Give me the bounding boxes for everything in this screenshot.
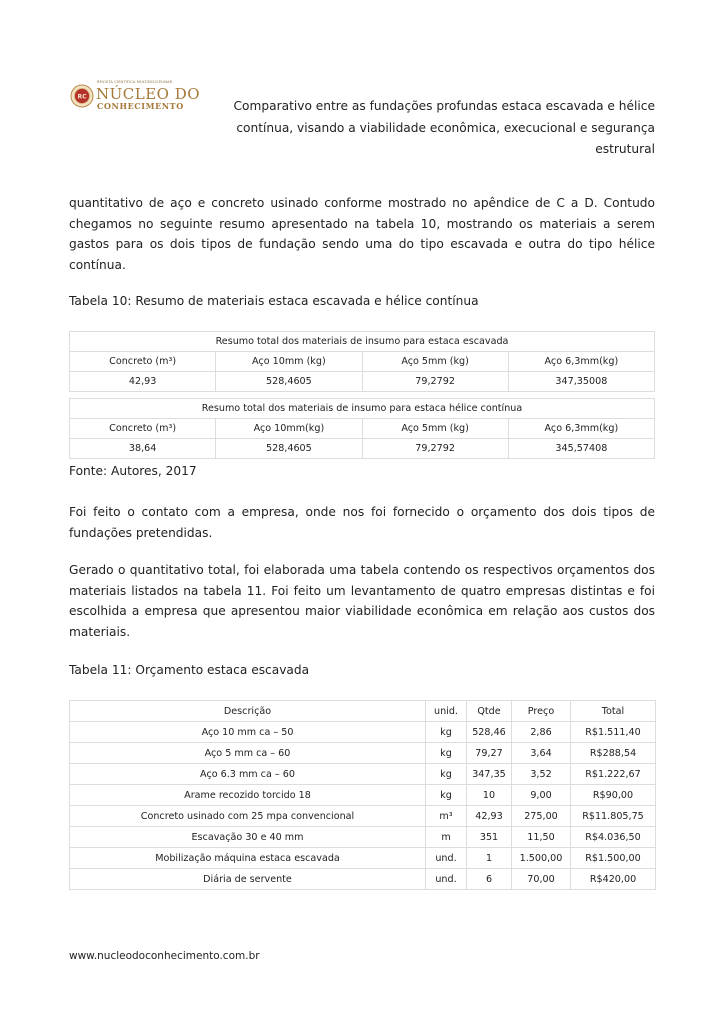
body-paragraph-3: Gerado o quantitativo total, foi elaborada uma tabela contendo os respectivos orçamentos dos materiais listados na tabela 11. Foi feito um levantamento de quatro empresas distintas e foi escolhida a empresa que apresentou maior viabilidade econômica em relação aos custos dos materiais.	[69, 563, 655, 640]
table-header-cell: unid.	[426, 701, 467, 722]
logo-sub-text: CONHECIMENTO	[97, 101, 184, 111]
table-cell: 1	[467, 848, 512, 869]
table10-helice-title: Resumo total dos materiais de insumo para estaca hélice contínua	[70, 399, 655, 419]
table10-caption: Tabela 10: Resumo de materiais estaca escavada e hélice contínua	[69, 294, 479, 308]
table11-body	[70, 722, 656, 890]
table-cell: m	[426, 827, 467, 848]
table-cell: 38,64	[70, 439, 216, 459]
table10-escavada-header-row	[70, 352, 655, 372]
table-cell: 351	[467, 827, 512, 848]
table-cell: Aço 10 mm ca – 50	[70, 722, 426, 743]
table-cell: 3,64	[512, 743, 571, 764]
table-cell: 1.500,00	[512, 848, 571, 869]
table-cell: 275,00	[512, 806, 571, 827]
table11-header-row	[70, 701, 656, 722]
table11-caption: Tabela 11: Orçamento estaca escavada	[69, 663, 310, 677]
table-cell: R$1.511,40	[571, 722, 656, 743]
table-header-cell: Descrição	[70, 701, 426, 722]
table-cell: 79,2792	[362, 439, 508, 459]
table-cell: und.	[426, 869, 467, 890]
table-row	[70, 764, 656, 785]
table-header-cell: Aço 10mm(kg)	[216, 419, 362, 439]
table-cell: 10	[467, 785, 512, 806]
table-cell: R$288,54	[571, 743, 656, 764]
footer-url: www.nucleodoconhecimento.com.br	[69, 950, 260, 962]
table-header-cell: Preço	[512, 701, 571, 722]
body-paragraph-1: quantitativo de aço e concreto usinado conforme mostrado no apêndice de C a D. Contudo chegamos no seguinte resumo apresentado na tabela 10, mostrando os materiais a serem gastos para os dois tipos de fundação sendo uma do tipo escavada e outra do tipo hélice contínua.	[69, 196, 655, 273]
table-cell: 2,86	[512, 722, 571, 743]
table-cell: 70,00	[512, 869, 571, 890]
table-header-cell: Aço 5mm (kg)	[362, 352, 508, 372]
table-cell: 11,50	[512, 827, 571, 848]
table-cell: 42,93	[467, 806, 512, 827]
header-line-1: Comparativo entre as fundações profundas estaca escavada e hélice	[233, 99, 655, 113]
table-cell: Aço 6.3 mm ca – 60	[70, 764, 426, 785]
table-cell: R$420,00	[571, 869, 656, 890]
table-cell: kg	[426, 743, 467, 764]
table11-orcamento	[69, 700, 656, 890]
table-header-cell: Aço 10mm (kg)	[216, 352, 362, 372]
table-cell: 528,46	[467, 722, 512, 743]
table-cell: R$11.805,75	[571, 806, 656, 827]
table-cell: R$4.036,50	[571, 827, 656, 848]
table-header-cell: Qtde	[467, 701, 512, 722]
table-row	[70, 806, 656, 827]
table-row	[70, 848, 656, 869]
table-row	[70, 743, 656, 764]
table-header-cell: Aço 6,3mm(kg)	[508, 352, 654, 372]
table-cell: und.	[426, 848, 467, 869]
table-cell: 345,57408	[508, 439, 654, 459]
table-cell: Arame recozido torcido 18	[70, 785, 426, 806]
table-cell: 9,00	[512, 785, 571, 806]
svg-text:RC: RC	[77, 93, 87, 101]
table-cell: Concreto usinado com 25 mpa convencional	[70, 806, 426, 827]
table-cell: 42,93	[70, 372, 216, 392]
table-header-cell: Aço 5mm (kg)	[362, 419, 508, 439]
table-row	[70, 785, 656, 806]
table-cell: Escavação 30 e 40 mm	[70, 827, 426, 848]
table-cell: Diária de servente	[70, 869, 426, 890]
header-line-3: estrutural	[595, 142, 655, 156]
table-row	[70, 722, 656, 743]
table-header-cell: Concreto (m³)	[70, 352, 216, 372]
table-cell: 528,4605	[216, 372, 362, 392]
running-header-title	[205, 96, 655, 161]
table10-helice-header-row	[70, 419, 655, 439]
table-cell: 347,35008	[508, 372, 654, 392]
table-cell: R$90,00	[571, 785, 656, 806]
table-cell: Mobilização máquina estaca escavada	[70, 848, 426, 869]
table-header-cell: Total	[571, 701, 656, 722]
logo-top-text: REVISTA CIENTÍFICA MULTIDISCIPLINAR	[97, 80, 173, 84]
header-line-2: contínua, visando a viabilidade econômica, execucional e segurança	[236, 120, 655, 135]
table10-helice-value-row	[70, 439, 655, 459]
table10-escavada-title: Resumo total dos materiais de insumo para estaca escavada	[70, 332, 655, 352]
table-cell: 6	[467, 869, 512, 890]
table-cell: 347,35	[467, 764, 512, 785]
table-cell: R$1.222,67	[571, 764, 656, 785]
table-cell: 528,4605	[216, 439, 362, 459]
table-cell: m³	[426, 806, 467, 827]
table-cell: 79,2792	[362, 372, 508, 392]
body-paragraph-2: Foi feito o contato com a empresa, onde nos foi fornecido o orçamento dos dois tipos de fundações pretendidas.	[69, 505, 655, 540]
table-header-cell: Aço 6,3mm(kg)	[508, 419, 654, 439]
table10-escavada	[69, 331, 655, 392]
journal-logo	[70, 78, 201, 112]
table10-escavada-value-row	[70, 372, 655, 392]
table-cell: kg	[426, 785, 467, 806]
table-row	[70, 869, 656, 890]
table-row	[70, 827, 656, 848]
table-cell: R$1.500,00	[571, 848, 656, 869]
table10-escavada-title-row	[70, 332, 655, 352]
table10-helice	[69, 398, 655, 459]
table-cell: Aço 5 mm ca – 60	[70, 743, 426, 764]
table10-source: Fonte: Autores, 2017	[69, 464, 197, 478]
rc-seal-icon	[70, 84, 94, 108]
logo-main-text: NÚCLEO DO	[96, 85, 201, 103]
table-cell: kg	[426, 764, 467, 785]
table-header-cell: Concreto (m³)	[70, 419, 216, 439]
table-cell: 3,52	[512, 764, 571, 785]
table10-helice-title-row	[70, 399, 655, 419]
table-cell: 79,27	[467, 743, 512, 764]
table-cell: kg	[426, 722, 467, 743]
